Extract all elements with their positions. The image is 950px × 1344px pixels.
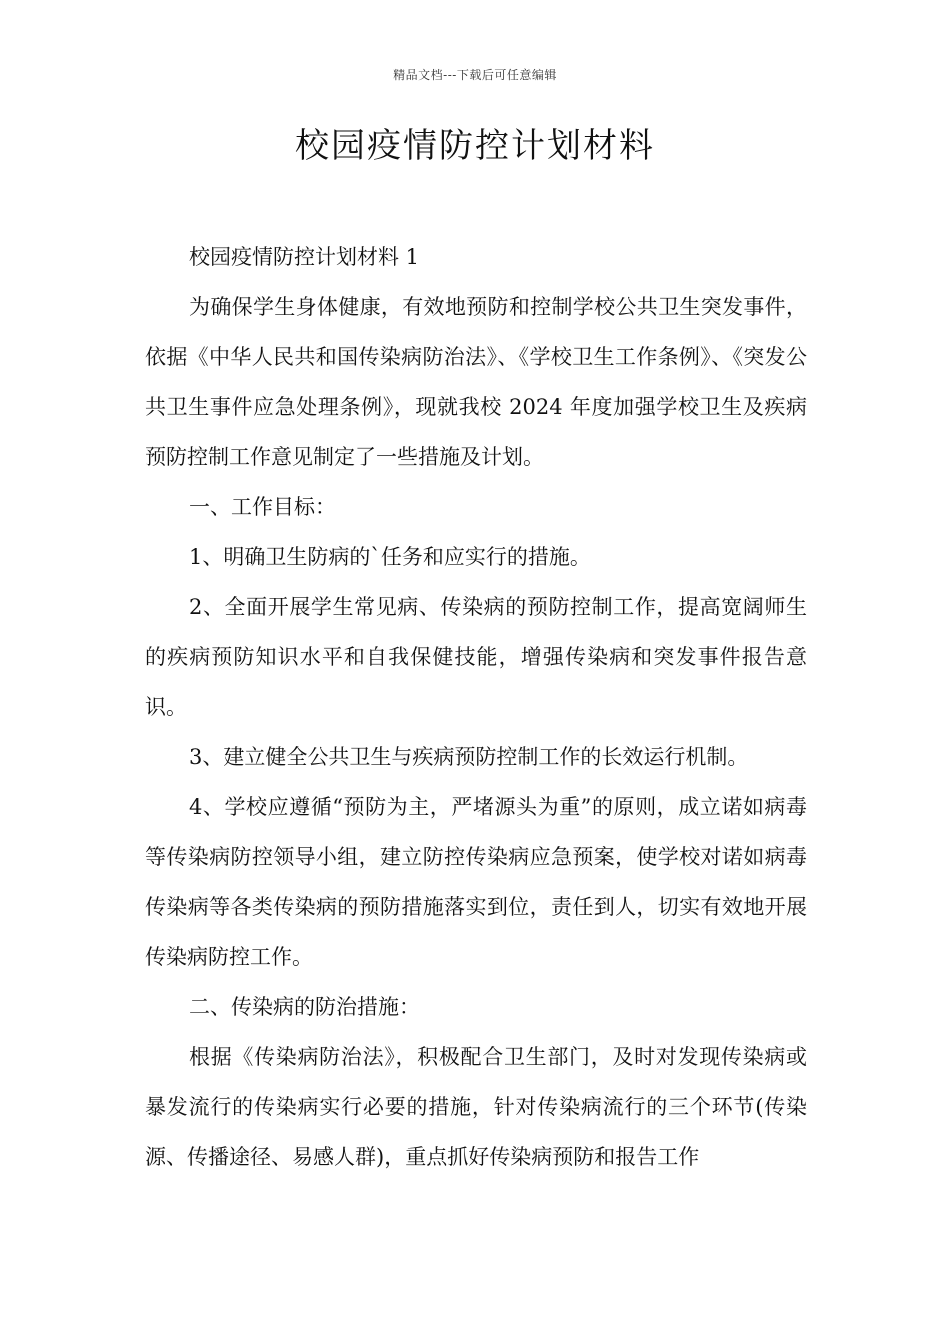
goal-item-2: 2、全面开展学生常见病、传染病的预防控制工作，提高宽阔师生的疾病预防知识水平和自我保健技能，增强传染病和突发事件报告意识。 [145, 595, 807, 719]
document-title: 校园疫情防控计划材料 [295, 126, 655, 166]
section-heading: 校园疫情防控计划材料 1 [189, 245, 420, 269]
section-heading-goals: 一、工作目标： [189, 495, 336, 519]
goal-item-3: 3、建立健全公共卫生与疾病预防控制工作的长效运行机制。 [189, 745, 749, 769]
goal-item-1: 1、明确卫生防病的`任务和应实行的措施。 [189, 545, 591, 569]
document-body [145, 232, 807, 1182]
intro-paragraph: 为确保学生身体健康，有效地预防和控制学校公共卫生突发事件，依据《中华人民共和国传染病防治法》、《学校卫生工作条例》、《突发公共卫生事件应急处理条例》，现就我校 2024 年度加强学校卫生及疾病预防控制工作意见制定了一些措施及计划。 [145, 295, 807, 469]
header-note: 精品文档---下载后可任意编辑 [393, 68, 557, 82]
goal-item-4: 4、学校应遵循“预防为主，严堵源头为重”的原则，成立诺如病毒等传染病防控领导小组，建立防控传染病应急预案，使学校对诺如病毒传染病等各类传染病的预防措施落实到位，责任到人，切实有效地开展传染病防控工作。 [145, 795, 807, 969]
section-heading-measures: 二、传染病的防治措施： [189, 995, 420, 1019]
measures-paragraph: 根据《传染病防治法》，积极配合卫生部门，及时对发现传染病或暴发流行的传染病实行必要的措施，针对传染病流行的三个环节(传染源、传播途径、易感人群)，重点抓好传染病预防和报告工作 [145, 1045, 807, 1169]
